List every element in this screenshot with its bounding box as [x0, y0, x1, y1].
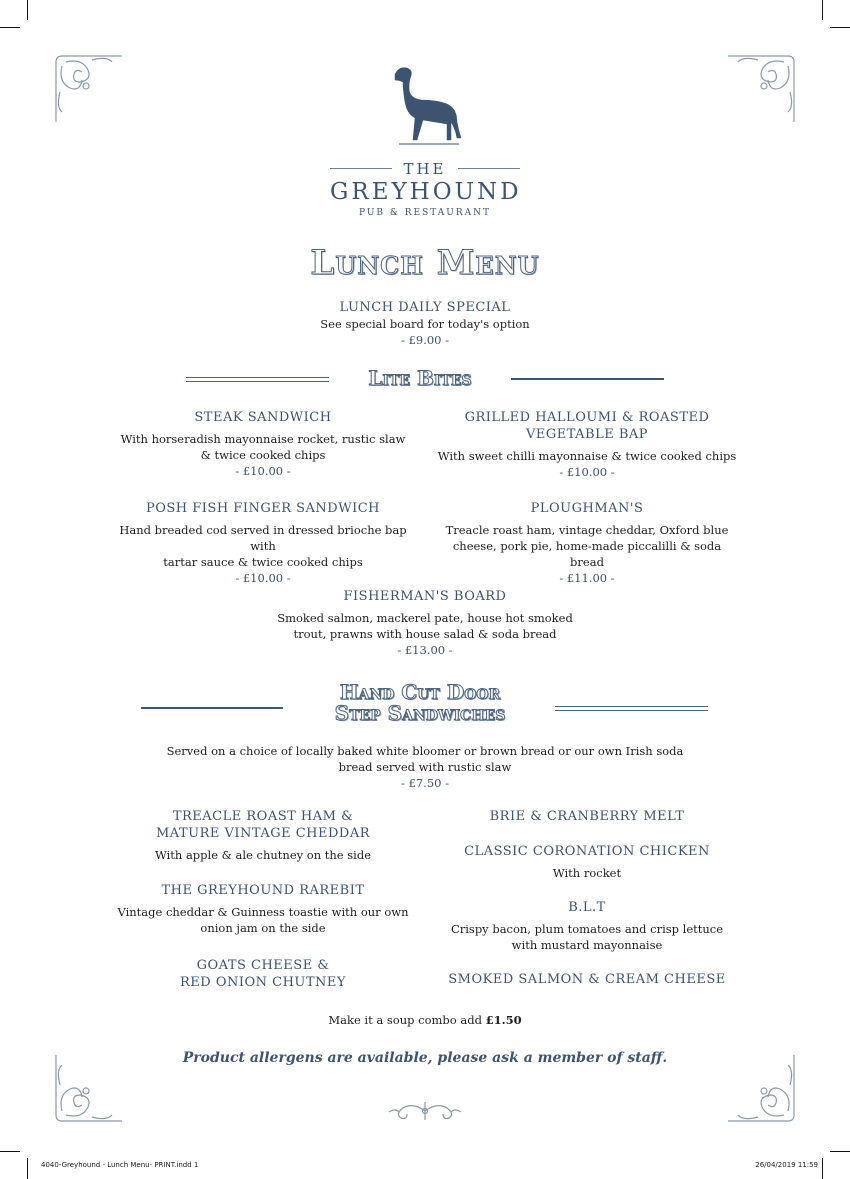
- item-title: BRIE & CRANBERRY MELT: [489, 809, 685, 824]
- item-desc: Hand breaded cod served in dressed brioche bap with: [119, 523, 407, 553]
- section-divider: [511, 378, 664, 380]
- item-desc: With rocket: [552, 866, 622, 880]
- intro-text: bread served with rustic slaw: [338, 760, 512, 774]
- section-heading-lite-bites: Lite Bites: [368, 366, 472, 390]
- item-desc: Smoked salmon, mackerel pate, house hot smoked: [277, 611, 573, 625]
- menu-item: [437, 500, 737, 586]
- divider: [330, 168, 392, 169]
- menu-item: [437, 899, 737, 953]
- item-title: MATURE VINTAGE CHEDDAR: [155, 826, 371, 841]
- item-price: - £13.00 -: [397, 643, 453, 657]
- crop-mark: [27, 1158, 28, 1179]
- crop-mark: [822, 0, 823, 20]
- crop-mark: [830, 1151, 850, 1152]
- page-title: Lunch Menu: [310, 243, 540, 283]
- menu-item: [437, 409, 737, 480]
- print-footer-date: 26/04/2019 11:59: [755, 1161, 818, 1169]
- brand-tagline: PUB & RESTAURANT: [358, 208, 492, 218]
- crop-mark: [0, 1151, 20, 1152]
- item-desc: & twice cooked chips: [200, 448, 326, 462]
- item-title: GOATS CHEESE &: [196, 958, 330, 973]
- item-title: THE GREYHOUND RAREBIT: [161, 883, 365, 898]
- item-desc: With sweet chilli mayonnaise & twice cooked chips: [437, 449, 737, 463]
- item-desc: with mustard mayonnaise: [511, 938, 663, 952]
- item-title: POSH FISH FINGER SANDWICH: [145, 501, 380, 516]
- intro-text: Served on a choice of locally baked white bloomer or brown bread or our own Irish soda: [166, 744, 684, 758]
- item-price: - £10.00 -: [235, 571, 291, 585]
- menu-item: [113, 957, 413, 991]
- section-divider: [555, 706, 708, 711]
- item-desc: With horseradish mayonnaise rocket, rustic slaw: [120, 432, 406, 446]
- menu-item: [113, 808, 413, 863]
- menu-item: [437, 808, 737, 825]
- soup-combo: [0, 1012, 850, 1028]
- item-title: STEAK SANDWICH: [194, 410, 332, 425]
- item-title: TREACLE ROAST HAM &: [172, 809, 354, 824]
- item-desc: Crispy bacon, plum tomatoes and crisp lettuce: [450, 922, 724, 936]
- item-desc: Treacle roast ham, vintage cheddar, Oxford blue: [445, 523, 729, 537]
- brand-the: THE: [403, 160, 447, 178]
- crop-mark: [0, 27, 20, 28]
- item-title: PLOUGHMAN'S: [530, 501, 644, 516]
- soup-combo-text: Make it a soup combo add: [328, 1013, 486, 1027]
- daily-special-title: LUNCH DAILY SPECIAL: [339, 300, 511, 315]
- menu-item: [275, 588, 575, 658]
- menu-item: [437, 843, 737, 881]
- daily-special: [0, 299, 850, 348]
- brand-logo: [330, 160, 520, 218]
- section-heading-line: Hand Cut Door: [339, 680, 501, 704]
- item-title: B.L.T: [568, 900, 606, 915]
- soup-combo-price: £1.50: [485, 1013, 522, 1027]
- item-desc: Vintage cheddar & Guinness toastie with our own: [117, 905, 409, 919]
- daily-special-desc: See special board for today's option: [320, 317, 530, 331]
- item-desc: tartar sauce & twice cooked chips: [163, 555, 363, 569]
- menu-item: [113, 409, 413, 479]
- print-footer-file: 4040-Greyhound - Lunch Menu- PRINT.indd 1: [41, 1161, 199, 1169]
- sandwich-price: - £7.50 -: [400, 776, 449, 790]
- item-desc: trout, prawns with house salad & soda bread: [293, 627, 557, 641]
- item-desc: With apple & ale chutney on the side: [154, 848, 372, 862]
- item-desc: onion jam on the side: [200, 921, 326, 935]
- daily-special-price: - £9.00 -: [400, 333, 449, 347]
- item-title: SMOKED SALMON & CREAM CHEESE: [448, 972, 726, 987]
- crop-mark: [27, 0, 28, 20]
- menu-item: [113, 882, 413, 936]
- item-title: VEGETABLE BAP: [525, 427, 649, 442]
- crop-mark: [822, 1158, 823, 1179]
- corner-flourish-icon: [718, 52, 798, 127]
- section-divider: [186, 377, 329, 382]
- item-title: RED ONION CHUTNEY: [179, 975, 347, 990]
- section-heading-sandwiches: [285, 682, 555, 724]
- item-price: - £10.00 -: [559, 465, 615, 479]
- sandwiches-intro: [125, 743, 725, 791]
- menu-item: [113, 500, 413, 586]
- item-title: GRILLED HALLOUMI & ROASTED: [464, 410, 710, 425]
- greyhound-logo-icon: [385, 62, 465, 152]
- item-price: - £11.00 -: [559, 571, 615, 585]
- section-divider: [141, 707, 283, 709]
- allergen-notice: Product allergens are available, please ask a member of staff.: [182, 1050, 668, 1066]
- crop-mark: [830, 27, 850, 28]
- brand-name: GREYHOUND: [330, 179, 522, 205]
- item-title: CLASSIC CORONATION CHICKEN: [464, 844, 710, 859]
- divider: [458, 168, 520, 169]
- section-heading-line: Step Sandwiches: [334, 701, 506, 725]
- item-price: - £10.00 -: [235, 464, 291, 478]
- bottom-flourish-icon: [383, 1098, 467, 1124]
- item-title: FISHERMAN'S BOARD: [343, 589, 507, 604]
- menu-item: [437, 971, 737, 988]
- item-desc: cheese, pork pie, home-made piccalilli & soda bread: [452, 539, 722, 569]
- corner-flourish-icon: [52, 52, 132, 127]
